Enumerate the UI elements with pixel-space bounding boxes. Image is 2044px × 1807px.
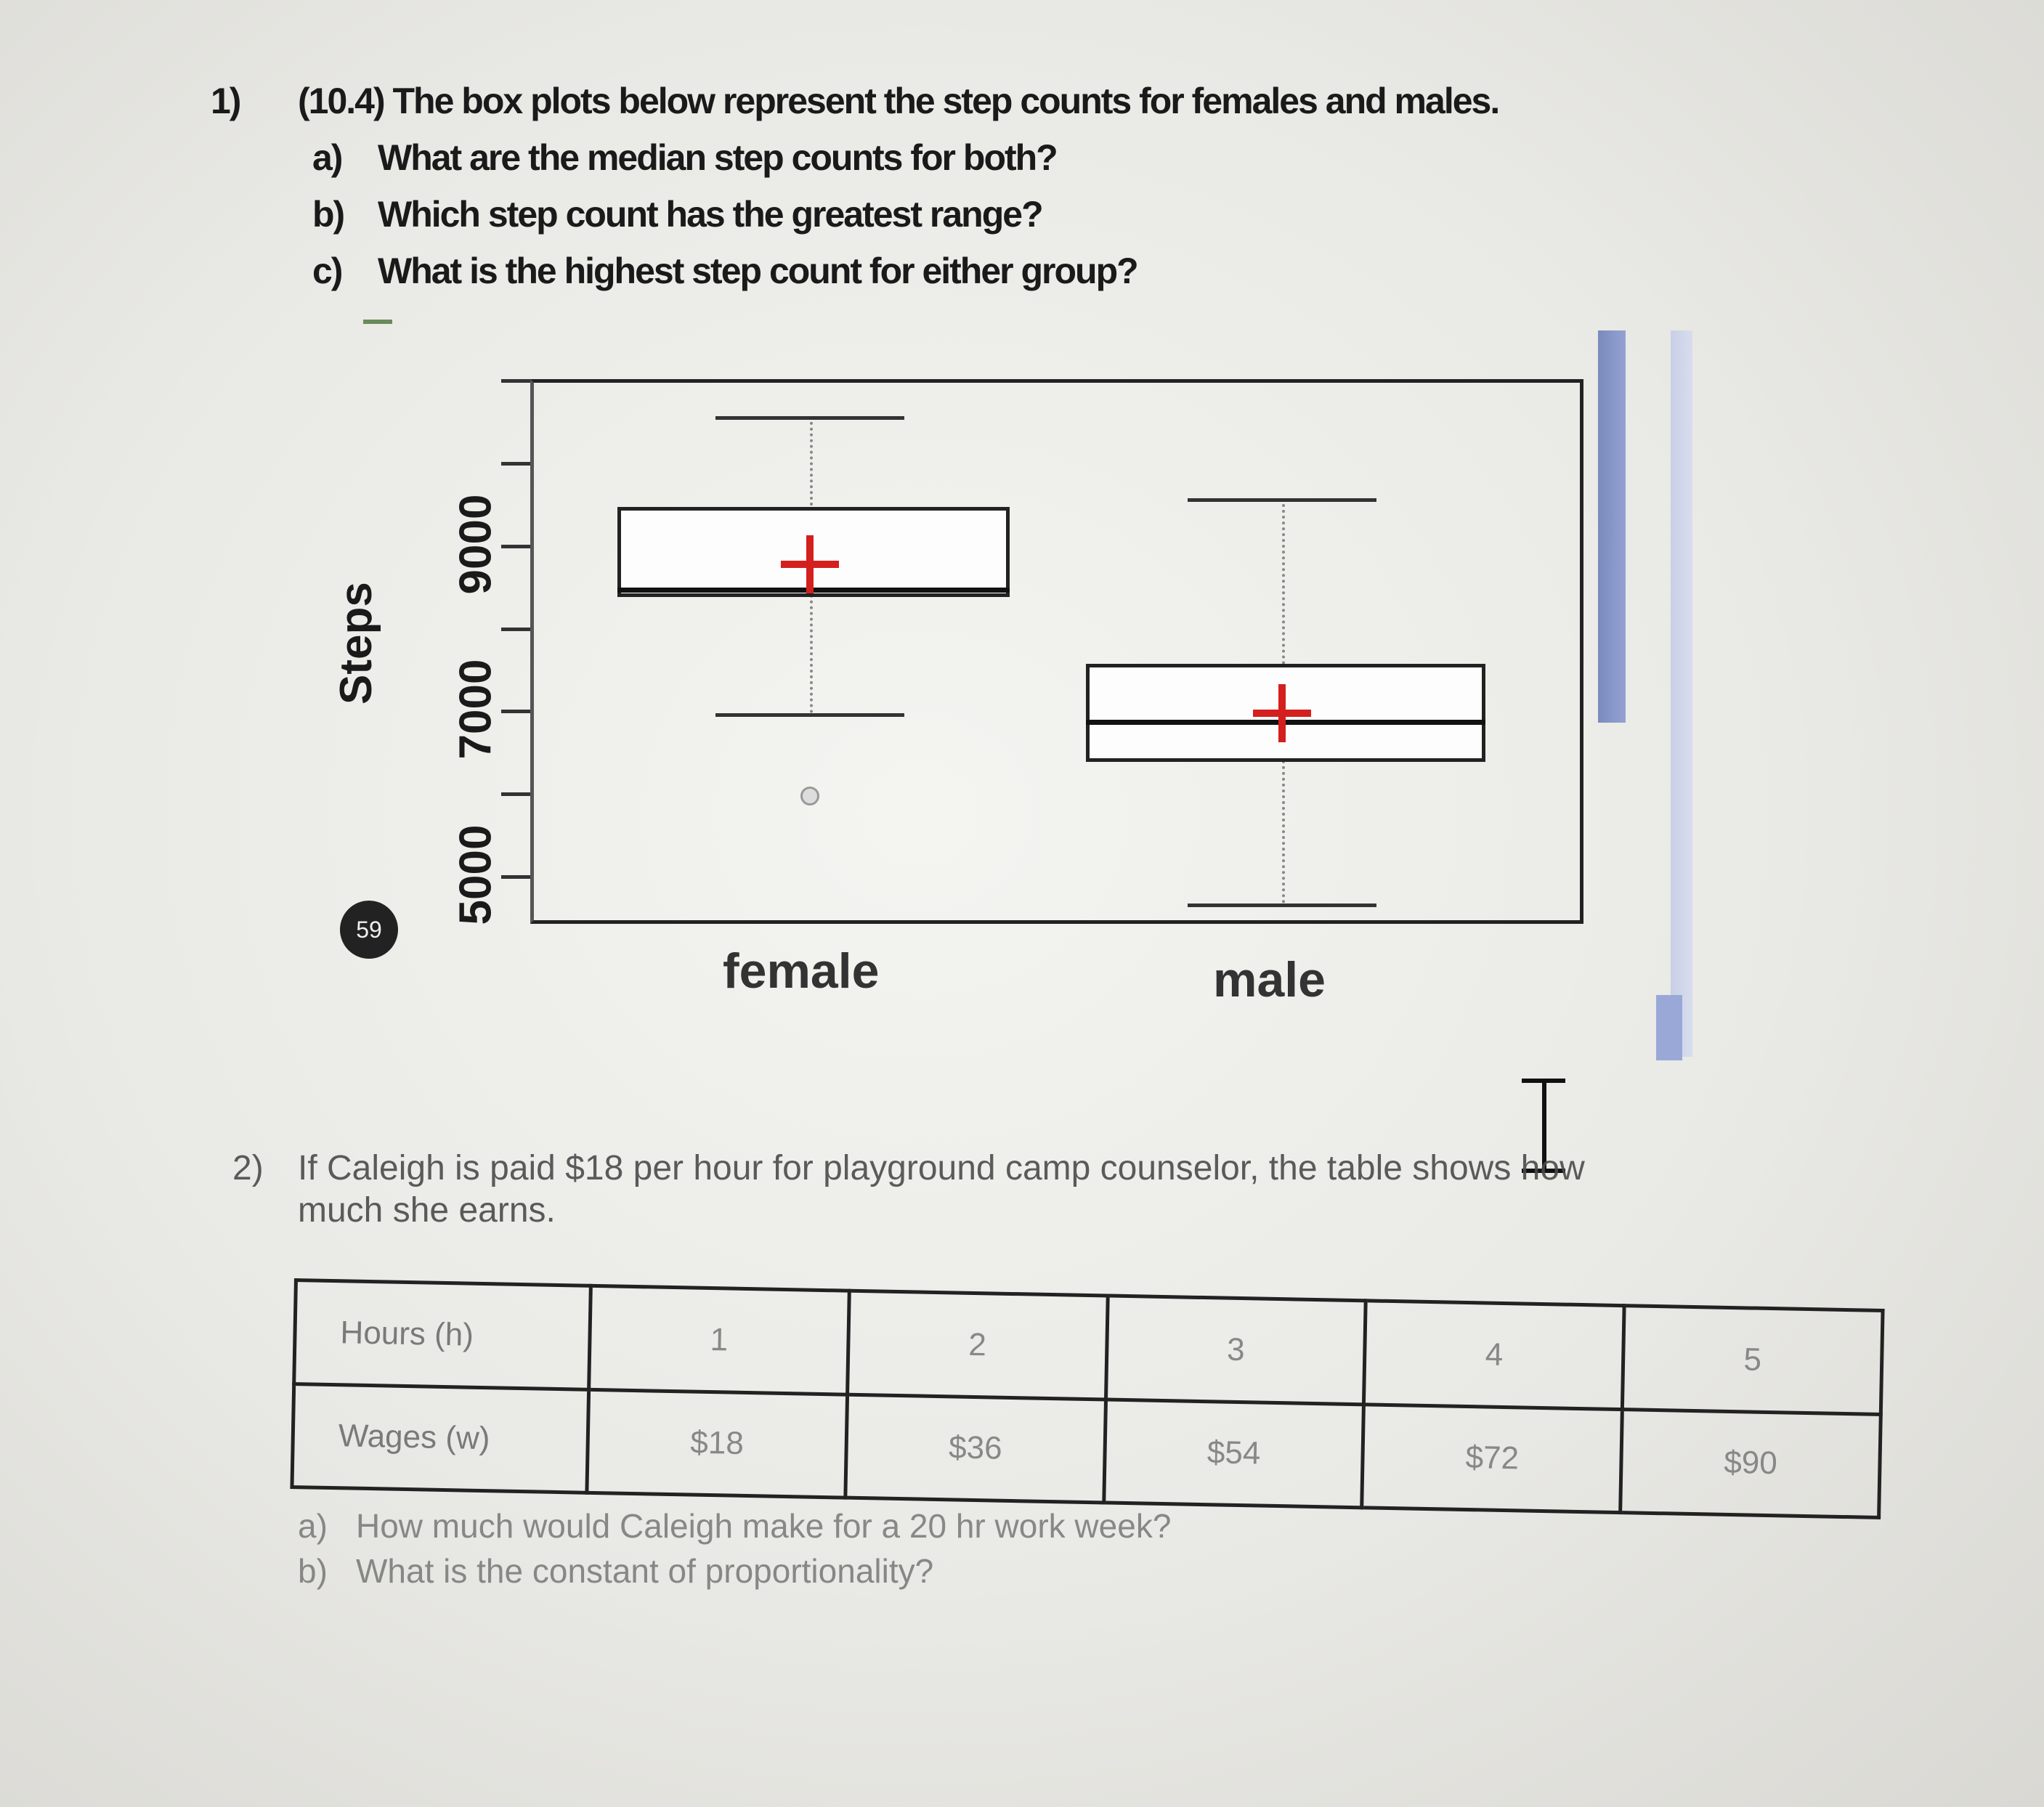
part-text: Which step count has the greatest range? [378,194,1042,235]
table-cell: $36 [845,1394,1106,1503]
part-letter: b) [298,1552,328,1590]
y-axis-label: Steps [331,582,381,704]
female-max-cap [715,416,904,420]
table-cell: $18 [587,1389,847,1498]
x-label-female: female [723,943,880,999]
x-label-male: male [1213,952,1326,1007]
female-box [617,507,1010,597]
row-header: Hours (h) [294,1280,591,1389]
y-tick-mark [501,875,530,879]
scroll-thumb[interactable] [1656,995,1682,1060]
male-median-line [1086,720,1485,725]
table-cell: $54 [1103,1399,1363,1507]
table-cell: 1 [589,1286,849,1394]
table-cell: 3 [1106,1296,1366,1404]
question-number: 1) [211,81,240,121]
scroll-track[interactable] [1671,330,1692,1057]
y-tick-label: 5000 [450,824,501,925]
question-1-part-c [312,243,1881,299]
question-2-part-b [298,1548,1171,1593]
y-tick-label: 9000 [450,494,501,595]
y-tick-mark [501,628,530,631]
question-1 [211,73,1881,299]
question-2 [232,1148,1903,1232]
question-1-part-b [312,186,1881,243]
part-letter: a) [298,1507,328,1545]
wages-table [290,1278,1884,1519]
female-mean-marker [781,561,839,568]
question-2-part-a [298,1503,1171,1548]
male-mean-marker [1253,710,1311,717]
male-max-cap [1188,498,1376,502]
number-badge-icon: 59 [340,901,398,959]
y-tick-mark [501,545,530,548]
part-letter: a) [312,137,342,178]
question-number: 2) [232,1149,264,1187]
part-text: What are the median step counts for both? [378,137,1057,178]
table-cell: $72 [1362,1404,1622,1512]
question-text: (10.4) The box plots below represent the step counts for females and males. [298,81,1499,121]
part-text: How much would Caleigh make for a 20 hr work week? [356,1507,1172,1545]
part-letter: b) [312,194,344,235]
y-tick-mark [501,710,530,713]
box-plot-chart [312,320,1707,1060]
table-cell: 4 [1364,1301,1624,1409]
green-tick-mark [363,320,392,324]
y-tick-mark [501,792,530,796]
question-2-line-2: much she earns. [298,1191,556,1230]
female-min-cap [715,713,904,717]
plot-area [530,379,1583,924]
question-1-part-a [312,129,1881,186]
table-cell: 2 [847,1291,1107,1399]
part-letter: c) [312,251,342,291]
y-tick-mark [501,462,530,466]
question-1-stem [211,73,1881,129]
question-2-parts [298,1503,1171,1593]
part-text: What is the highest step count for either group? [378,251,1137,291]
question-text: If Caleigh is paid $18 per hour for playground camp counselor, the table shows how [298,1149,1585,1187]
question-2-line-1 [232,1148,1903,1190]
female-median-line [617,588,1010,593]
scroll-bar[interactable] [1598,330,1626,723]
female-outlier-point [800,787,819,805]
y-tick-mark [501,379,530,383]
y-tick-label: 7000 [450,659,501,760]
male-min-cap [1188,904,1376,907]
row-header: Wages (w) [292,1384,589,1493]
part-text: What is the constant of proportionality? [356,1552,934,1590]
table-cell: $90 [1621,1409,1881,1517]
table-cell: 5 [1623,1306,1883,1414]
